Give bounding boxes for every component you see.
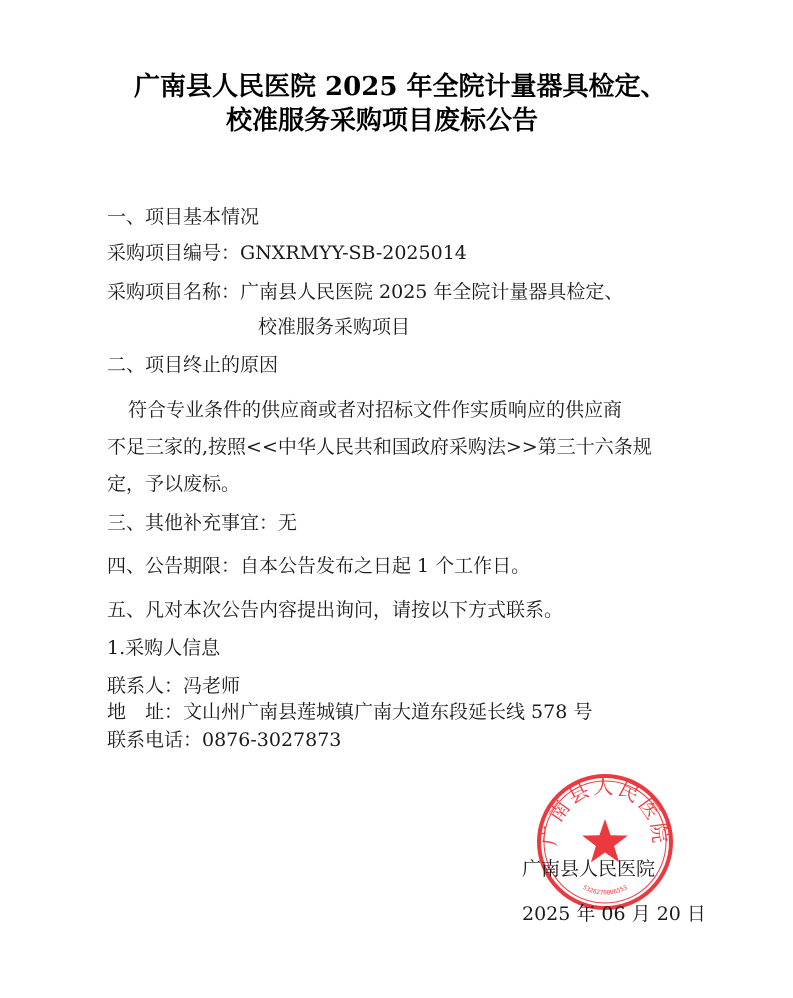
project-name-line-1: 采购项目名称：广南县人民医院 2025 年全院计量器具检定、 [107, 281, 624, 303]
reason-line-1: 符合专业条件的供应商或者对招标文件作实质响应的供应商 [128, 399, 623, 421]
section-1-heading: 一、项目基本情况 [107, 206, 260, 228]
section-4: 四、公告期限：自本公告发布之日起 1 个工作日。 [107, 555, 531, 577]
section-5: 五、凡对本次公告内容提出询问，请按以下方式联系。 [107, 599, 564, 621]
official-seal-stamp [534, 771, 676, 913]
phone: 联系电话：0876-3027873 [107, 729, 342, 751]
section-3: 三、其他补充事宜：无 [107, 512, 298, 534]
section-2-heading: 二、项目终止的原因 [107, 354, 279, 376]
purchaser-info-heading: 1.采购人信息 [107, 637, 221, 659]
contact-person: 联系人：冯老师 [107, 675, 241, 697]
document-title-line-2: 校准服务采购项目废标公告 [226, 106, 539, 136]
document-title-line-1: 广南县人民医院 2025 年全院计量器具检定、 [134, 72, 667, 102]
address: 地 址：文山州广南县莲城镇广南大道东段延长线 578 号 [107, 701, 593, 723]
issue-date: 2025 年 06 月 20 日 [522, 903, 706, 925]
project-number: 采购项目编号：GNXRMYY-SB-2025014 [107, 242, 467, 264]
reason-line-2: 不足三家的,按照<<中华人民共和国政府采购法>>第三十六条规 [107, 436, 652, 458]
project-name-line-2: 校准服务采购项目 [258, 316, 411, 338]
issuer-signature: 广南县人民医院 [522, 858, 656, 880]
svg-text:广南县人民医院: 广南县人民医院 [537, 774, 673, 848]
svg-text:5326270006553: 5326270006553 [581, 884, 629, 897]
reason-line-3: 定，予以废标。 [107, 473, 241, 495]
